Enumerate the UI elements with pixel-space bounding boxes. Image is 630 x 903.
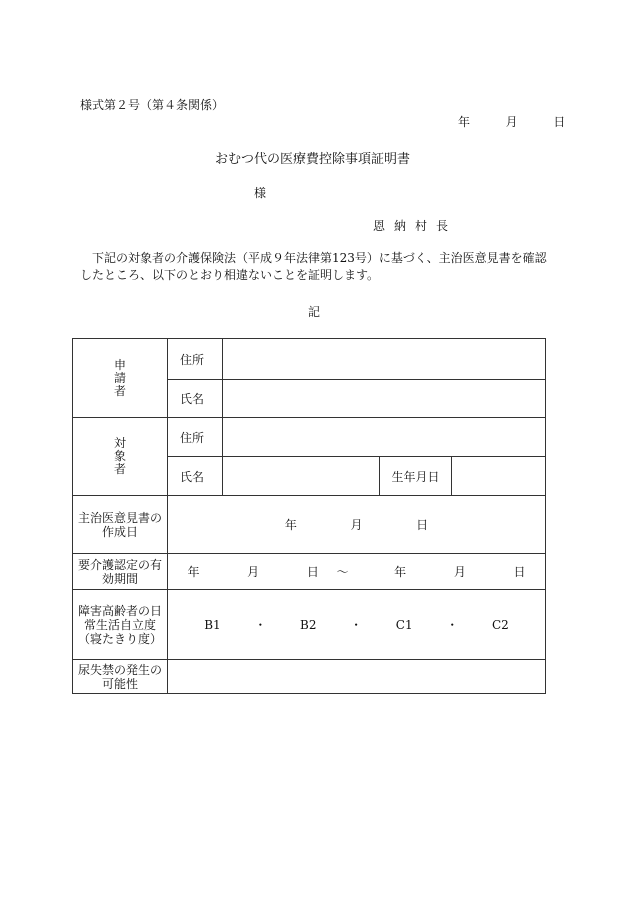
applicant-address-label: 住所 — [168, 339, 223, 380]
applicant-name-label: 氏名 — [168, 380, 223, 418]
subject-address-field[interactable] — [223, 418, 546, 457]
level-b2[interactable]: B2 — [300, 618, 317, 632]
subject-label: 対象者 — [113, 436, 126, 476]
level-separator: ・ — [350, 618, 363, 632]
doctor-opinion-date-row — [73, 496, 546, 554]
period-from-day: 日 — [306, 565, 319, 579]
date-month: 月 — [505, 115, 518, 129]
level-b1[interactable]: B1 — [204, 618, 221, 632]
period-from-year: 年 — [187, 565, 200, 579]
birthdate-field[interactable] — [452, 457, 546, 496]
incontinence-label: 尿失禁の発生の可能性 — [73, 660, 168, 694]
applicant-label-cell — [73, 339, 168, 418]
opinion-day: 日 — [416, 518, 429, 532]
subject-address-label: 住所 — [168, 418, 223, 457]
period-from-month: 月 — [247, 565, 260, 579]
period-to-year: 年 — [394, 565, 407, 579]
ki-heading: 記 — [308, 305, 321, 319]
opinion-month: 月 — [350, 518, 363, 532]
applicant-label: 申請者 — [113, 357, 126, 398]
care-period-field[interactable] — [168, 554, 546, 590]
period-to-day: 日 — [513, 565, 526, 579]
document-title: おむつ代の医療費控除事項証明書 — [215, 152, 411, 167]
addressee-suffix: 様 — [254, 186, 267, 200]
care-period-row — [73, 554, 546, 590]
issue-date — [458, 113, 565, 130]
subject-name-field[interactable] — [223, 457, 380, 496]
certification-text: 下記の対象者の介護保険法（平成９年法律第123号）に基づく、主治医意見書を確認したところ、以下のとおり相違ないことを証明します。 — [80, 251, 547, 282]
care-period-label: 要介護認定の有効期間 — [73, 554, 168, 590]
applicant-address-row — [73, 339, 546, 380]
level-separator: ・ — [446, 618, 459, 632]
incontinence-row — [73, 660, 546, 694]
issuer-name: 恩納村長 — [373, 219, 458, 233]
level-c2[interactable]: C2 — [491, 618, 509, 632]
level-c1[interactable]: C1 — [395, 618, 413, 632]
doctor-opinion-date-field[interactable] — [168, 496, 546, 554]
birthdate-label: 生年月日 — [380, 457, 452, 496]
subject-name-label: 氏名 — [168, 457, 223, 496]
doctor-opinion-date-label: 主治医意見書の作成日 — [73, 496, 168, 554]
subject-label-cell — [73, 418, 168, 496]
independence-row — [73, 590, 546, 660]
level-separator: ・ — [254, 618, 267, 632]
form-number: 様式第２号（第４条関係） — [80, 98, 225, 112]
period-to-month: 月 — [453, 565, 466, 579]
date-year: 年 — [458, 115, 471, 129]
opinion-year: 年 — [284, 518, 297, 532]
period-tilde: 〜 — [336, 565, 349, 579]
incontinence-field[interactable] — [168, 660, 546, 694]
certificate-table — [72, 338, 546, 694]
applicant-name-field[interactable] — [223, 380, 546, 418]
applicant-address-field[interactable] — [223, 339, 546, 380]
independence-levels — [168, 590, 546, 660]
independence-label: 障害高齢者の日常生活自立度（寝たきり度） — [73, 590, 168, 660]
subject-address-row — [73, 418, 546, 457]
date-day: 日 — [553, 115, 566, 129]
